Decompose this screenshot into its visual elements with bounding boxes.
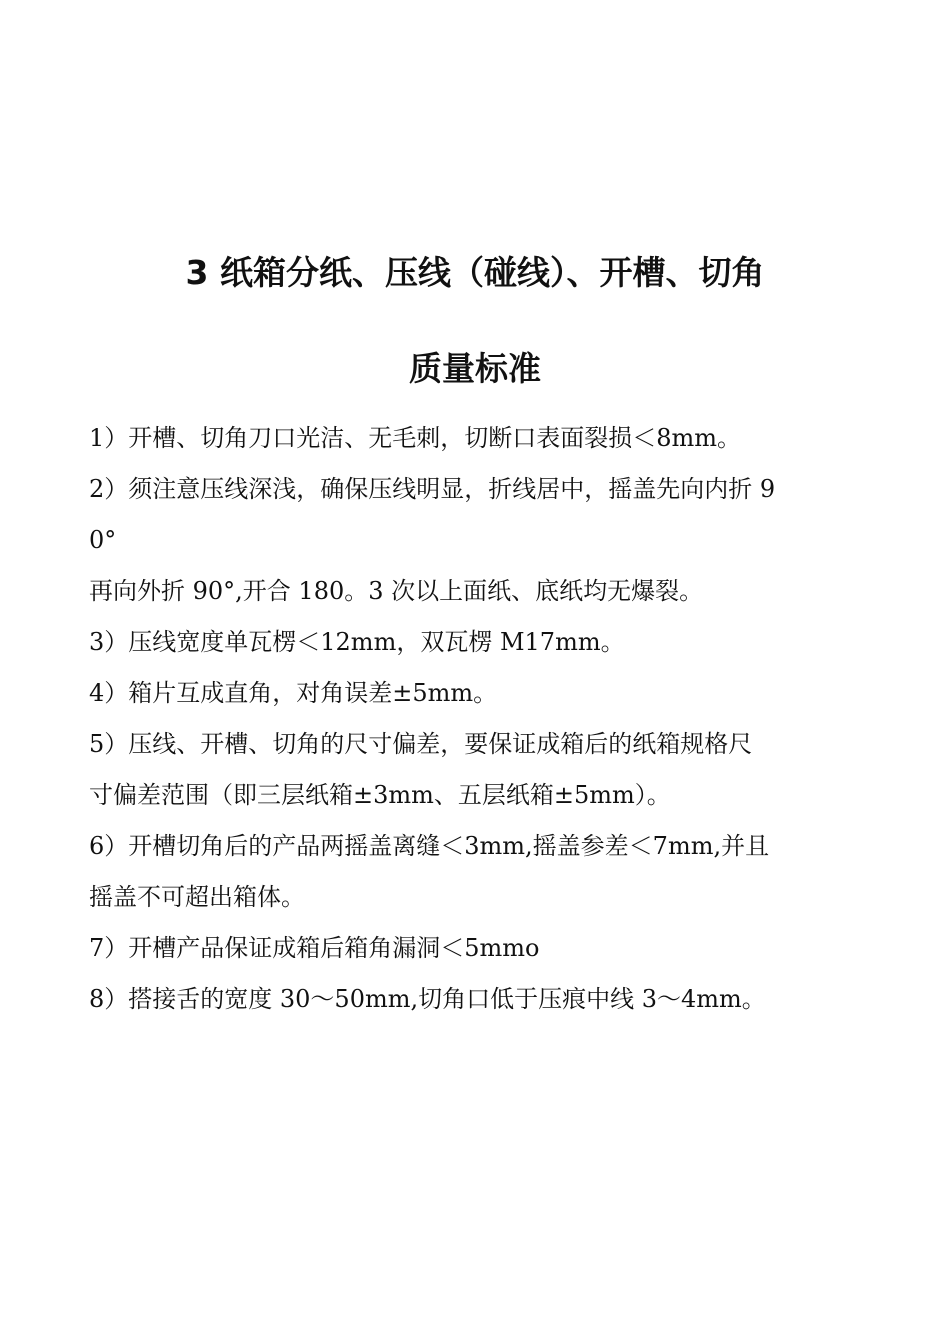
body-line: 7）开槽产品保证成箱后箱角漏洞＜5mmo — [89, 934, 540, 962]
document-title-line-1: 3 纸箱分纸、压线（碰线）、开槽、切角 — [185, 253, 765, 292]
body-line: 再向外折 90°,开合 180。3 次以上面纸、底纸均无爆裂。 — [89, 577, 704, 605]
body-line: 摇盖不可超出箱体。 — [89, 883, 305, 911]
body-line: 2）须注意压线深浅，确保压线明显，折线居中，摇盖先向内折 9 — [89, 475, 776, 503]
document-title-line-2: 质量标准 — [409, 349, 541, 388]
body-line: 寸偏差范围（即三层纸箱±3mm、五层纸箱±5mm）。 — [89, 781, 671, 809]
body-line: 0° — [89, 526, 117, 554]
body-line: 1）开槽、切角刀口光洁、无毛刺，切断口表面裂损＜8mm。 — [89, 424, 742, 452]
document-body — [89, 413, 869, 1025]
body-line: 8）搭接舌的宽度 30〜50mm,切角口低于压痕中线 3〜4mm。 — [89, 985, 766, 1013]
body-line: 3）压线宽度单瓦楞＜12mm，双瓦楞 M17mm。 — [89, 628, 625, 656]
body-line: 4）箱片互成直角，对角误差±5mm。 — [89, 679, 498, 707]
body-line: 6）开槽切角后的产品两摇盖离缝＜3mm,摇盖参差＜7mm,并且 — [89, 832, 770, 860]
body-line: 5）压线、开槽、切角的尺寸偏差，要保证成箱后的纸箱规格尺 — [89, 730, 753, 758]
